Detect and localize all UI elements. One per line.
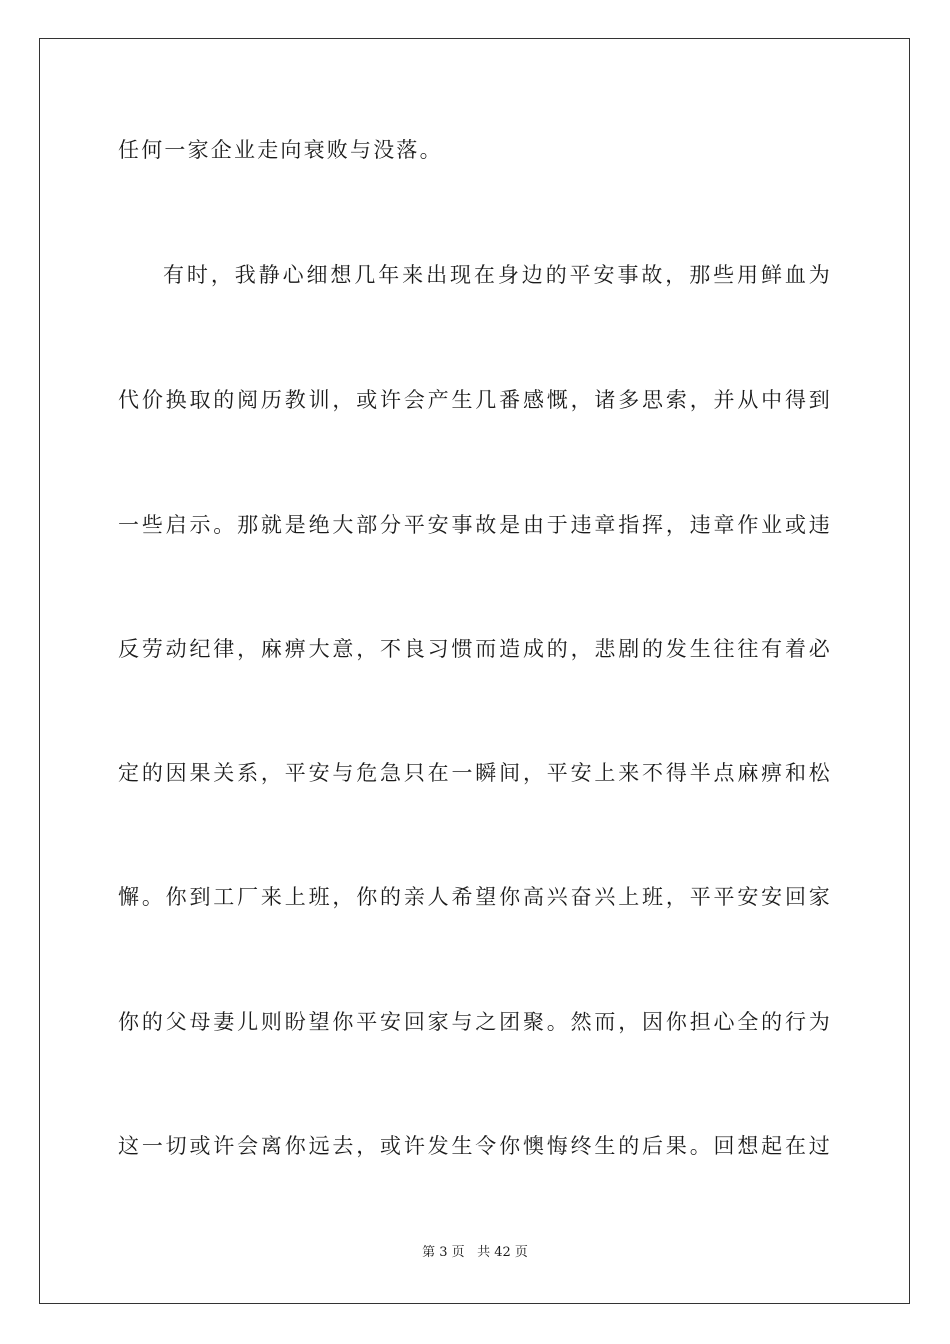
paragraph-line: 一些启示。那就是绝大部分平安事故是由于违章指挥，违章作业或违 (118, 513, 832, 537)
paragraph-line: 任何一家企业走向衰败与没落。 (118, 138, 443, 162)
page-total: 共 42 页 (477, 1245, 528, 1260)
paragraph-line: 你的父母妻儿则盼望你平安回家与之团聚。然而，因你担心全的行为 (118, 1010, 832, 1034)
page-frame (39, 38, 910, 1304)
page-number: 第 3 页 (422, 1245, 465, 1260)
page-footer (0, 1244, 950, 1262)
paragraph-line: 这一切或许会离你远去，或许发生令你懊悔终生的后果。回想起在过 (118, 1134, 832, 1158)
paragraph-line: 反劳动纪律，麻痹大意，不良习惯而造成的，悲剧的发生往往有着必 (118, 637, 832, 661)
paragraph-line: 懈。你到工厂来上班，你的亲人希望你高兴奋兴上班，平平安安回家 (118, 885, 832, 909)
paragraph-line: 代价换取的阅历教训，或许会产生几番感慨，诸多思索，并从中得到 (118, 388, 832, 412)
paragraph-line: 定的因果关系，平安与危急只在一瞬间，平安上来不得半点麻痹和松 (118, 761, 832, 785)
paragraph-line: 有时，我静心细想几年来出现在身边的平安事故，那些用鲜血为 (163, 263, 832, 287)
